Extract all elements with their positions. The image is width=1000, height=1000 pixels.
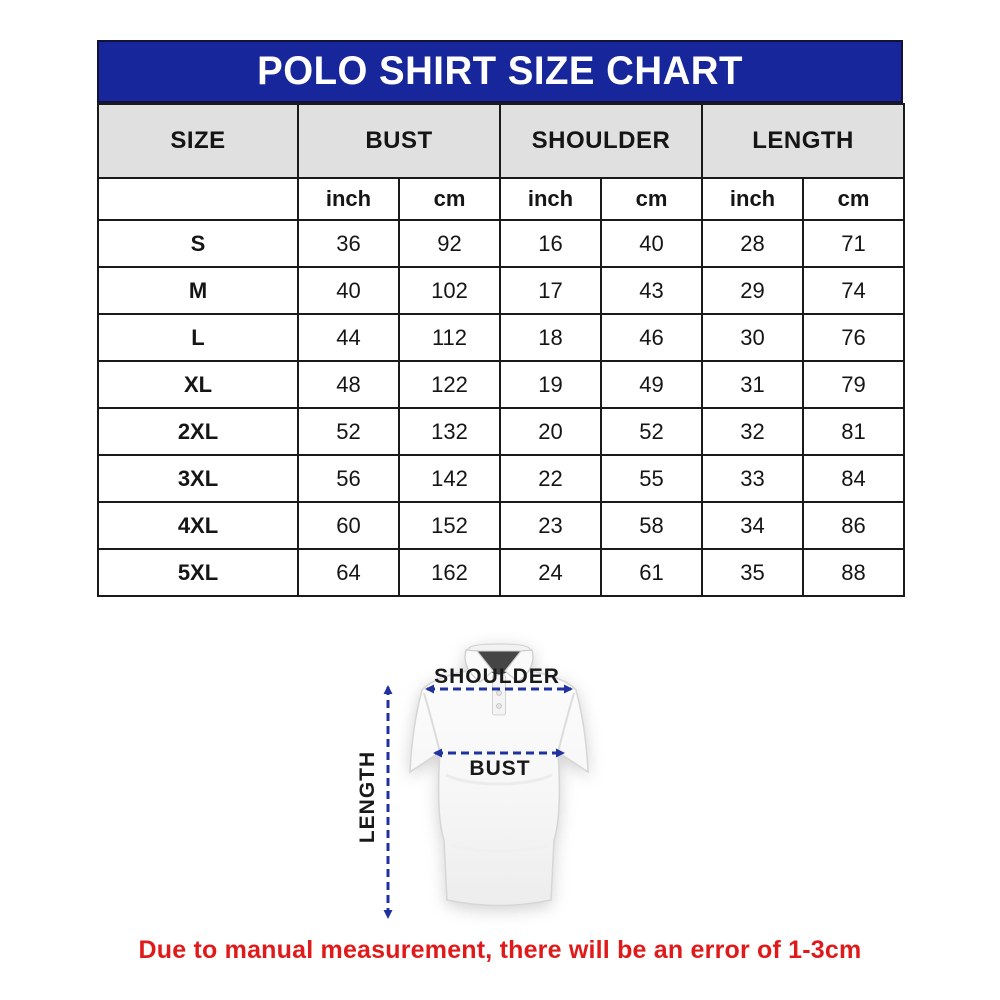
value-cell: 122 bbox=[399, 361, 500, 408]
value-cell: 58 bbox=[601, 502, 702, 549]
value-cell: 40 bbox=[601, 220, 702, 267]
size-cell: 5XL bbox=[98, 549, 298, 596]
table-row bbox=[98, 408, 904, 455]
value-cell: 40 bbox=[298, 267, 399, 314]
value-cell: 61 bbox=[601, 549, 702, 596]
table-row bbox=[98, 267, 904, 314]
bust-label: BUST bbox=[469, 757, 531, 780]
unit-header: inch bbox=[500, 178, 601, 220]
value-cell: 86 bbox=[803, 502, 904, 549]
table-row bbox=[98, 220, 904, 267]
size-chart bbox=[97, 40, 903, 597]
size-cell: 3XL bbox=[98, 455, 298, 502]
size-cell: S bbox=[98, 220, 298, 267]
value-cell: 74 bbox=[803, 267, 904, 314]
value-cell: 55 bbox=[601, 455, 702, 502]
value-cell: 112 bbox=[399, 314, 500, 361]
value-cell: 84 bbox=[803, 455, 904, 502]
unit-header: inch bbox=[702, 178, 803, 220]
chart-title-banner bbox=[97, 40, 903, 103]
value-cell: 88 bbox=[803, 549, 904, 596]
value-cell: 64 bbox=[298, 549, 399, 596]
value-cell: 43 bbox=[601, 267, 702, 314]
polo-shirt-diagram bbox=[320, 625, 690, 937]
value-cell: 71 bbox=[803, 220, 904, 267]
length-label: LENGTH bbox=[356, 750, 379, 844]
value-cell: 162 bbox=[399, 549, 500, 596]
column-header-size: SIZE bbox=[98, 104, 298, 178]
value-cell: 76 bbox=[803, 314, 904, 361]
value-cell: 30 bbox=[702, 314, 803, 361]
value-cell: 31 bbox=[702, 361, 803, 408]
value-cell: 79 bbox=[803, 361, 904, 408]
unit-header: cm bbox=[803, 178, 904, 220]
unit-header: cm bbox=[399, 178, 500, 220]
value-cell: 48 bbox=[298, 361, 399, 408]
value-cell: 18 bbox=[500, 314, 601, 361]
measurement-note: Due to manual measurement, there will be an error of 1-3cm bbox=[138, 936, 862, 964]
unit-header: cm bbox=[601, 178, 702, 220]
value-cell: 52 bbox=[298, 408, 399, 455]
value-cell: 19 bbox=[500, 361, 601, 408]
table-row bbox=[98, 455, 904, 502]
column-group-row bbox=[98, 104, 904, 178]
column-header-length: LENGTH bbox=[702, 104, 904, 178]
size-cell: 2XL bbox=[98, 408, 298, 455]
value-cell: 34 bbox=[702, 502, 803, 549]
value-cell: 28 bbox=[702, 220, 803, 267]
value-cell: 16 bbox=[500, 220, 601, 267]
size-cell: M bbox=[98, 267, 298, 314]
value-cell: 152 bbox=[399, 502, 500, 549]
value-cell: 46 bbox=[601, 314, 702, 361]
table-row bbox=[98, 361, 904, 408]
value-cell: 20 bbox=[500, 408, 601, 455]
value-cell: 56 bbox=[298, 455, 399, 502]
table-row bbox=[98, 549, 904, 596]
value-cell: 81 bbox=[803, 408, 904, 455]
unit-header: inch bbox=[298, 178, 399, 220]
column-header-shoulder: SHOULDER bbox=[500, 104, 702, 178]
value-cell: 35 bbox=[702, 549, 803, 596]
value-cell: 49 bbox=[601, 361, 702, 408]
value-cell: 36 bbox=[298, 220, 399, 267]
shoulder-label: SHOULDER bbox=[434, 665, 560, 688]
unit-header-row bbox=[98, 178, 904, 220]
value-cell: 92 bbox=[399, 220, 500, 267]
size-table bbox=[97, 103, 905, 597]
value-cell: 29 bbox=[702, 267, 803, 314]
size-cell: L bbox=[98, 314, 298, 361]
size-cell: XL bbox=[98, 361, 298, 408]
value-cell: 23 bbox=[500, 502, 601, 549]
column-header-bust: BUST bbox=[298, 104, 500, 178]
value-cell: 17 bbox=[500, 267, 601, 314]
table-row bbox=[98, 314, 904, 361]
value-cell: 132 bbox=[399, 408, 500, 455]
value-cell: 142 bbox=[399, 455, 500, 502]
chart-title: POLO SHIRT SIZE CHART bbox=[257, 49, 743, 93]
value-cell: 22 bbox=[500, 455, 601, 502]
value-cell: 33 bbox=[702, 455, 803, 502]
value-cell: 102 bbox=[399, 267, 500, 314]
table-row bbox=[98, 502, 904, 549]
value-cell: 52 bbox=[601, 408, 702, 455]
unit-header-empty bbox=[98, 178, 298, 220]
value-cell: 24 bbox=[500, 549, 601, 596]
value-cell: 60 bbox=[298, 502, 399, 549]
size-cell: 4XL bbox=[98, 502, 298, 549]
value-cell: 44 bbox=[298, 314, 399, 361]
value-cell: 32 bbox=[702, 408, 803, 455]
